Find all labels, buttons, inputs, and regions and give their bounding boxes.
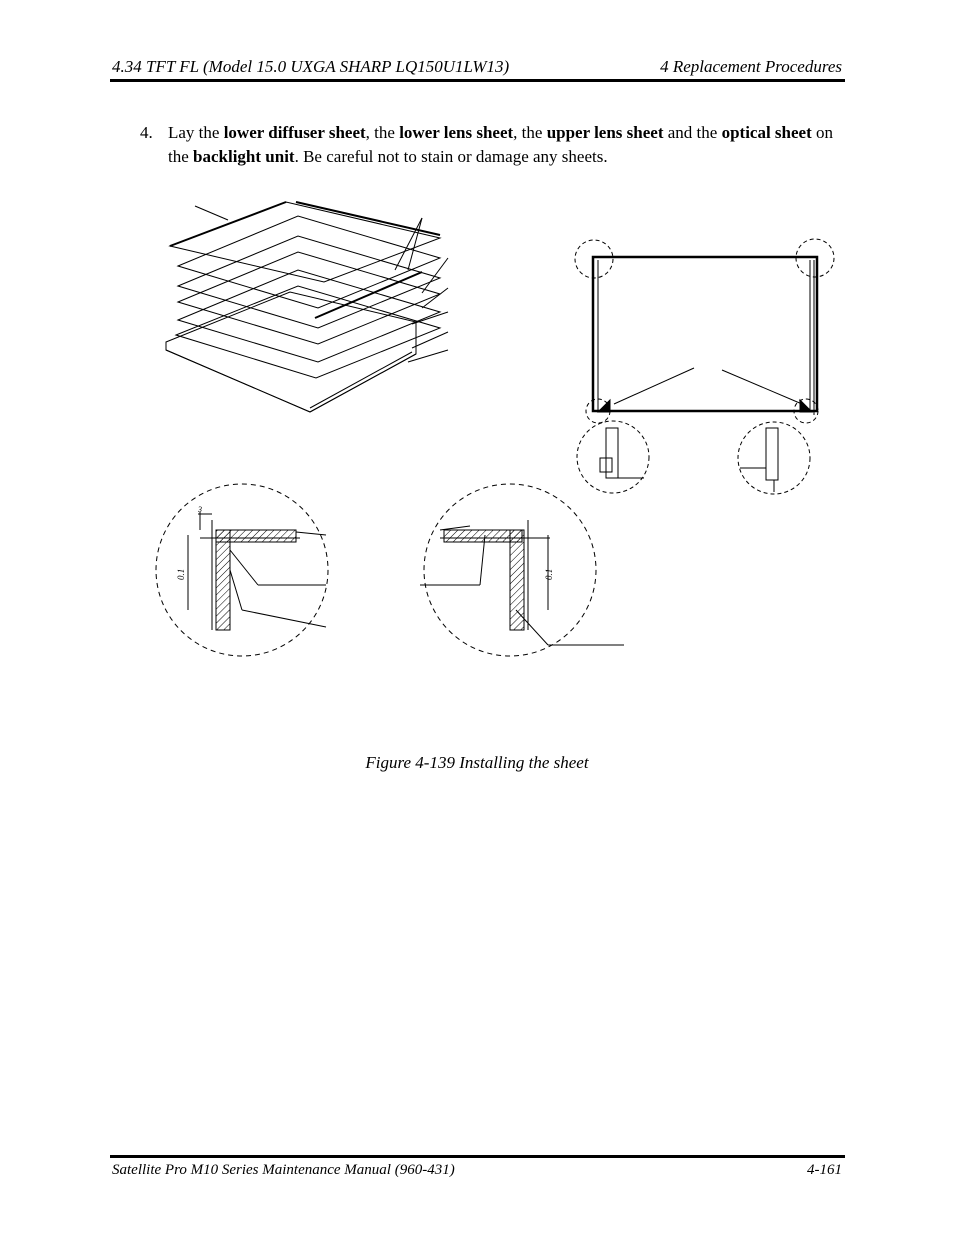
page-footer <box>112 1162 842 1184</box>
step-fragment: and the <box>663 123 722 142</box>
header-rule <box>110 79 845 82</box>
step-term: backlight unit <box>193 147 295 166</box>
step-number: 4. <box>140 123 153 142</box>
step-fragment: Lay the <box>168 123 224 142</box>
dim-label-right-side: 0.1 <box>544 568 554 580</box>
footer-page-number: 4-161 <box>807 1162 842 1178</box>
cross-section-right <box>420 484 624 656</box>
step-term: lower diffuser sheet <box>223 123 366 142</box>
footer-rule <box>110 1155 845 1158</box>
step-fragment: , the <box>365 123 400 142</box>
figure-caption: Figure 4-139 Installing the sheet <box>365 753 589 772</box>
step-text <box>168 121 840 169</box>
dim-label-left-top: 3 <box>198 505 202 514</box>
step-term: optical sheet <box>721 123 812 142</box>
panel-front-view <box>575 239 834 494</box>
step-term: upper lens sheet <box>546 123 664 142</box>
exploded-sheet-stack <box>166 202 448 412</box>
step-fragment: , the <box>513 123 547 142</box>
sheet-installation-diagram <box>140 190 860 670</box>
header-chapter-title: 4 Replacement Procedures <box>660 57 842 76</box>
step-term: lower lens sheet <box>399 123 514 142</box>
installation-figure <box>140 190 860 670</box>
page-header <box>112 57 842 79</box>
header-section-title: 4.34 TFT FL (Model 15.0 UXGA SHARP LQ150U1LW13) <box>112 57 510 76</box>
footer-manual-title: Satellite Pro M10 Series Maintenance Manual (960-431) <box>112 1162 455 1178</box>
step-fragment: . Be careful not to stain or damage any sheets. <box>294 147 608 166</box>
dim-label-left-side: 0.1 <box>176 568 186 580</box>
step-fragment: on the <box>168 123 834 166</box>
